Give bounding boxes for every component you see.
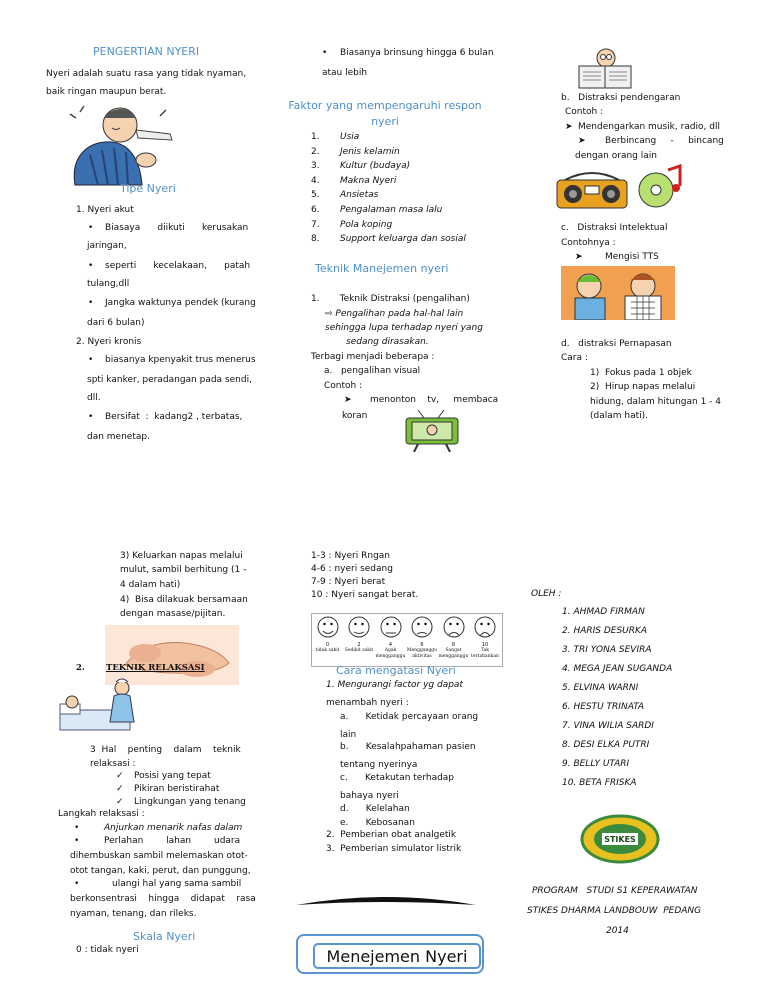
cara-step-1: 1) Fokus pada 1 objek (590, 368, 692, 378)
pain-face (375, 614, 406, 666)
cara-step-3-line-3: 4 dalam hati) (120, 580, 181, 590)
author-name: 1. AHMAD FIRMAN (562, 607, 645, 617)
faktor-item-number: 3. (311, 161, 320, 172)
pain-face (312, 614, 343, 666)
author-name: 6. HESTU TRINATA (562, 702, 645, 712)
pain-face (470, 614, 501, 666)
check-icon: ✓ (116, 771, 124, 781)
arrow-bullet-icon: ➤ (575, 252, 583, 262)
skala-item: 4-6 : nyeri sedang (311, 564, 393, 574)
author-name: 4. MEGA JEAN SUGANDA (562, 664, 673, 674)
distraksi-line-3: sehingga lupa terhadap nyeri yang (325, 323, 483, 333)
pain-face-number: 4 (388, 642, 393, 648)
langkah-3-line-2: berkonsentrasi hingga didapat rasa (70, 894, 256, 904)
bullet-icon: • (88, 223, 94, 233)
contoh-label: Contoh : (324, 381, 363, 391)
faktor-item: Pola koping (340, 219, 393, 230)
mengatasi-d: d. Kelelahan (340, 804, 410, 814)
faktor-item-number: 2. (311, 146, 320, 157)
visual-example-line-2: koran (342, 411, 368, 421)
author-name: 3. TRI YONA SEVIRA (562, 645, 652, 655)
relaksasi-number: 2. (76, 663, 85, 673)
langkah-label: Langkah relaksasi : (58, 809, 145, 819)
bullet-icon: • (74, 879, 80, 889)
kronis-bullet-2-line-2: dan menetap. (87, 432, 150, 442)
author-name: 8. DESI ELKA PUTRI (562, 740, 650, 750)
author-name: 10. BETA FRISKA (562, 778, 637, 788)
arrow-bullet-icon: ➤ (344, 395, 352, 405)
faktor-item-number: 6. (311, 205, 320, 215)
pendengaran-example-2-line-2: dengan orang lain (575, 151, 657, 161)
radio-illustration (555, 170, 631, 210)
faktor-item: Jenis kelamin (340, 146, 400, 157)
distraksi-line-4: sedang dirasakan. (346, 337, 429, 347)
akut-bullet-2-line-2: tulang,dll (87, 279, 130, 289)
langkah-2-line-1: Perlahan lahan udara (104, 836, 241, 846)
contohnya-label: Contohnya : (561, 238, 616, 248)
langkah-3-line-3: nyaman, tenang, dan rileks. (70, 909, 197, 919)
brochure-title: Menejemen Nyeri (313, 943, 481, 969)
akut-bullet-1-line-1: Biasaya diikuti kerusakan (105, 223, 249, 233)
skala-item: 1-3 : Nyeri Rngan (311, 551, 391, 561)
faktor-item: Makna Nyeri (340, 175, 397, 186)
mengatasi-3: 3. Pemberian simulator listrik (326, 844, 462, 854)
skala-item: 7-9 : Nyeri berat (311, 577, 386, 587)
definition-line-2: baik ringan maupun berat. (46, 87, 167, 97)
arrow-bullet-icon: ➤ (578, 136, 586, 146)
cara-label: Cara : (561, 353, 588, 363)
bullet-icon: • (88, 412, 94, 422)
crossword-kids-illustration (561, 266, 675, 320)
face-icon (317, 616, 339, 638)
check-icon: ✓ (116, 797, 124, 807)
langkah-1: Anjurkan menarik nafas dalam (104, 823, 243, 833)
face-icon (348, 616, 370, 638)
pengertian-title: PENGERTIAN NYERI (93, 45, 200, 58)
visual-example-line-1: menonton tv, membaca (370, 395, 499, 405)
mengatasi-2: 2. Pemberian obat analgetik (326, 830, 457, 840)
langkah-2-line-2: dihembuskan sambil melemaskan otot- (70, 851, 248, 861)
svg-text:STIKES: STIKES (604, 835, 636, 844)
faktor-item-number: 4. (311, 175, 320, 186)
hal-penting-line-1: 3 Hal penting dalam teknik (90, 745, 241, 755)
cara-step-2-line-3: (dalam hati). (590, 411, 649, 421)
akut-bullet-2-line-1: seperti kecelakaan, patah (105, 261, 251, 271)
stikes-logo (580, 814, 660, 864)
tipe-nyeri-title: Tipe Nyeri (120, 182, 176, 195)
langkah-2-line-3: otot tangan, kaki, perut, dan punggung, (70, 866, 251, 876)
nyeri-akut-label: 1. Nyeri akut (76, 205, 134, 215)
pendengaran-label: b. Distraksi pendengaran (561, 93, 681, 103)
pernapasan-label: d. distraksi Pernapasan (561, 339, 672, 349)
relaksasi-title: TEKNIK RELAKSASI (106, 663, 205, 673)
teknik-title: Teknik Manejemen nyeri (315, 262, 449, 275)
bullet-icon: • (88, 355, 94, 365)
faktor-item-number: 5. (311, 190, 320, 201)
pain-face-number: 0 (325, 642, 330, 648)
intelektual-example: Mengisi TTS (605, 252, 659, 262)
tv-newspaper-illustration (398, 408, 472, 452)
cara-mengatasi-title: Cara mengatasi Nyeri (336, 664, 456, 677)
program-line: PROGRAM STUDI S1 KEPERAWATAN (532, 886, 698, 896)
mengatasi-b-line-2: tentang nyerinya (340, 760, 418, 770)
mengatasi-c-line-2: bahaya nyeri (340, 791, 399, 801)
distraksi-line-2: ⇨ Pengalihan pada hal-hal lain (325, 309, 464, 319)
faktor-item: Support keluarga dan sosial (340, 234, 466, 245)
faktor-item-number: 8. (311, 234, 320, 245)
contoh-label: Contoh : (565, 107, 604, 117)
hal-penting-line-2: relaksasi : (90, 759, 136, 769)
author-name: 9. BELLY UTARI (562, 759, 630, 769)
pain-face-label: Tak tertahankan (471, 648, 499, 659)
faktor-item: Kultur (budaya) (340, 161, 411, 172)
cara-step-3-line-1: 3) Keluarkan napas melalui (120, 551, 243, 561)
mengatasi-a-line-2: lain (340, 730, 357, 740)
pain-face (438, 614, 469, 666)
hal-penting-item: Lingkungan yang tenang (134, 797, 246, 807)
author-name: 2. HARIS DESURKA (562, 626, 648, 636)
visual-label: a. pengalihan visual (324, 366, 421, 376)
pain-face-label: Sangat mengganggu (438, 648, 469, 659)
kronis-bullet-1-line-1: biasanya kpenyakit trus menerus (105, 355, 256, 365)
bullet-icon: • (74, 836, 80, 846)
faktor-title-line-2: nyeri (371, 115, 399, 128)
faktor-title-line-1: Faktor yang mempengaruhi respon (288, 99, 482, 112)
author-name: 5. ELVINA WARNI (562, 683, 639, 693)
mengatasi-1-line-1: 1. Mengurangi factor yg dapat (326, 680, 463, 690)
pain-face-number: 6 (420, 642, 424, 648)
pendengaran-example-1: Mendengarkan musik, radio, dll (578, 122, 720, 132)
hospital-patient-illustration (58, 676, 150, 736)
pain-face-number: 8 (451, 642, 456, 648)
pain-face (407, 614, 438, 666)
mengatasi-e: e. Kebosanan (340, 818, 415, 828)
hal-penting-item: Posisi yang tepat (134, 771, 211, 781)
bullet-icon: • (322, 48, 328, 58)
year-line: 2014 (606, 926, 629, 936)
hal-penting-item: Pikiran beristirahat (134, 784, 220, 794)
cara-step-4-line-2: dengan masase/pijitan. (120, 609, 226, 619)
face-icon (474, 616, 496, 638)
face-icon (443, 616, 465, 638)
faktor-item: Pengalaman masa lalu (340, 205, 443, 215)
cara-step-2-line-2: hidung, dalam hitungan 1 - 4 (590, 397, 721, 407)
skala-0: 0 : tidak nyeri (76, 945, 139, 955)
kronis-bullet-1-line-3: dll. (87, 393, 101, 403)
pain-face-number: 10 (481, 642, 489, 648)
check-icon: ✓ (116, 784, 124, 794)
pendengaran-example-2-line-1: Berbincang - bincang (605, 136, 724, 146)
faktor-item-number: 7. (311, 219, 320, 230)
pain-face-label: Mengganggu aktivitas (406, 648, 438, 659)
cara-step-2-line-1: 2) Hirup napas melalui (590, 382, 696, 392)
akut-bullet-3-line-1: Jangka waktunya pendek (kurang (105, 298, 256, 308)
intelektual-label: c. Distraksi Intelektual (561, 223, 668, 233)
decorative-swoosh (296, 893, 476, 907)
mengatasi-a-line-1: a. Ketidak percayaan orang (340, 712, 479, 722)
langkah-3-line-1: ulangi hal yang sama sambil (112, 879, 242, 889)
kronis-cont-line-2: atau lebih (322, 68, 368, 78)
kronis-bullet-2-line-1: Bersifat : kadang2 , terbatas, (105, 412, 243, 422)
institution-line: STIKES DHARMA LANDBOUW PEDANG (527, 906, 702, 916)
pain-face-label: Sedikit sakit (344, 648, 374, 653)
bullet-icon: • (88, 298, 94, 308)
skala-item: 10 : Nyeri sangat berat. (311, 590, 419, 600)
nyeri-kronis-label: 2. Nyeri kronis (76, 337, 142, 347)
cara-step-4-line-1: 4) Bisa dilakuak bersamaan (120, 595, 248, 605)
kronis-bullet-1-line-2: spti kanker, peradangan pada sendi, (87, 375, 252, 385)
bullet-icon: • (88, 261, 94, 271)
pain-face-label: Agak mengganggu (375, 648, 406, 659)
akut-bullet-1-line-2: jaringan, (87, 241, 127, 251)
pain-face-number: 2 (357, 642, 361, 648)
faktor-item: Ansietas (340, 190, 379, 201)
cara-step-3-line-2: mulut, sambil berhitung (1 - (120, 565, 247, 575)
mengatasi-b-line-1: b. Kesalahpahaman pasien (340, 742, 476, 752)
pain-scale-faces (311, 613, 503, 667)
faktor-item: Usia (340, 132, 360, 142)
akut-bullet-3-line-2: dari 6 bulan) (87, 318, 145, 328)
faktor-item-number: 1. (311, 132, 320, 142)
oleh-label: OLEH : (531, 589, 562, 599)
skala-nyeri-title: Skala Nyeri (133, 930, 196, 943)
pain-face (344, 614, 375, 666)
kronis-cont-line-1: Biasanya brinsung hingga 6 bulan (340, 48, 494, 58)
face-icon (411, 616, 433, 638)
music-cd-illustration (636, 164, 688, 210)
mengatasi-c-line-1: c. Ketakutan terhadap (340, 773, 455, 783)
mengatasi-1-line-2: menambah nyeri : (326, 698, 409, 708)
pain-man-illustration (50, 100, 190, 188)
arrow-bullet-icon: ➤ (565, 122, 573, 132)
newspaper-reader-illustration (575, 44, 635, 90)
author-name: 7. VINA WILIA SARDI (562, 721, 654, 731)
terbagi-label: Terbagi menjadi beberapa : (311, 352, 435, 362)
distraksi-line-1: 1. Teknik Distraksi (pengalihan) (311, 294, 470, 304)
pain-face-label: tidak sakit (315, 648, 340, 653)
face-icon (380, 616, 402, 638)
bullet-icon: • (74, 823, 80, 833)
definition-line-1: Nyeri adalah suatu rasa yang tidak nyaman, (46, 69, 247, 79)
